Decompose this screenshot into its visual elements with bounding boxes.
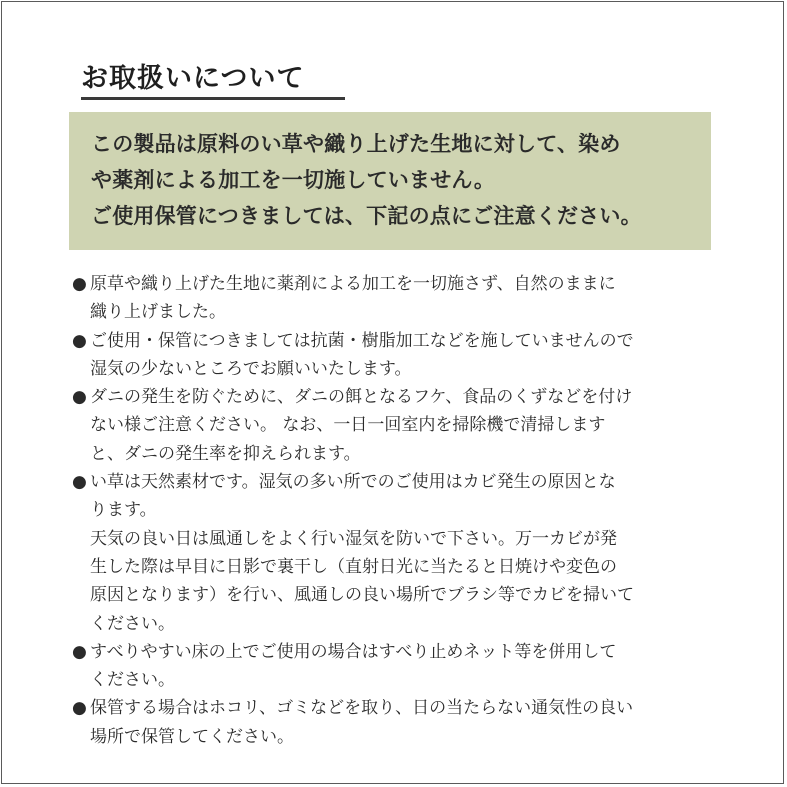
list-item xyxy=(72,270,732,327)
item-line: 原草や織り上げた生地に薬剤による加工を一切施さず、自然のままに xyxy=(90,274,616,294)
item-line: 場所で保管してください。 xyxy=(90,726,294,747)
bullet-icon: ● xyxy=(72,387,87,408)
item-line: 織り上げました。 xyxy=(90,302,226,323)
item-line: 保管する場合はホコリ、ゴミなどを取り、日の当たらない通気性の良い xyxy=(90,698,634,719)
item-line: ります。 xyxy=(90,500,157,521)
item-line: 湿気の少ないところでお願いいたします。 xyxy=(90,358,412,379)
list-item xyxy=(72,468,732,638)
item-line: 生した際は早目に日影で裏干し（直射日光に当たると日焼けや変色の xyxy=(90,556,617,577)
page-title: お取扱いについて xyxy=(81,63,305,94)
notice-line: や薬剤による加工を一切施していません。 xyxy=(91,168,496,192)
bullet-icon: ● xyxy=(72,698,87,719)
bullet-icon: ● xyxy=(72,472,87,493)
item-line: ダニの発生を防ぐために、ダニの餌となるフケ、食品のくずなどを付け xyxy=(90,387,633,408)
item-line: と、ダニの発生率を抑えられます。 xyxy=(90,443,361,464)
item-line: ない様ご注意ください。 なお、一日一回室内を掃除機で清掃します xyxy=(90,415,606,436)
notice-box xyxy=(69,112,711,250)
handling-list xyxy=(72,270,732,751)
list-item xyxy=(72,383,732,468)
notice-line: この製品は原料のい草や織り上げた生地に対して、染め xyxy=(91,132,621,156)
page-frame xyxy=(1,1,784,784)
list-item xyxy=(72,327,732,384)
item-line: ください。 xyxy=(90,670,175,691)
item-line: い草は天然素材です。湿気の多い所でのご使用はカビ発生の原因とな xyxy=(90,472,616,493)
list-item xyxy=(72,694,732,751)
bullet-icon: ● xyxy=(72,274,87,294)
bullet-icon: ● xyxy=(72,641,87,662)
notice-line: ご使用保管につきましては、下記の点にご注意ください。 xyxy=(91,204,642,228)
item-line: 天気の良い日は風通しをよく行い湿気を防いで下さい。万一カビが発 xyxy=(90,528,617,549)
item-line: 原因となります）を行い、風通しの良い場所でブラシ等でカビを掃いて xyxy=(90,585,634,606)
list-item xyxy=(72,638,732,695)
item-line: すべりやすい床の上でご使用の場合はすべり止めネット等を併用して xyxy=(90,641,617,662)
bullet-icon: ● xyxy=(72,330,87,351)
title-underline xyxy=(81,97,345,100)
item-line: ご使用・保管につきましては抗菌・樹脂加工などを施していませんので xyxy=(90,330,634,351)
item-line: ください。 xyxy=(90,613,175,634)
